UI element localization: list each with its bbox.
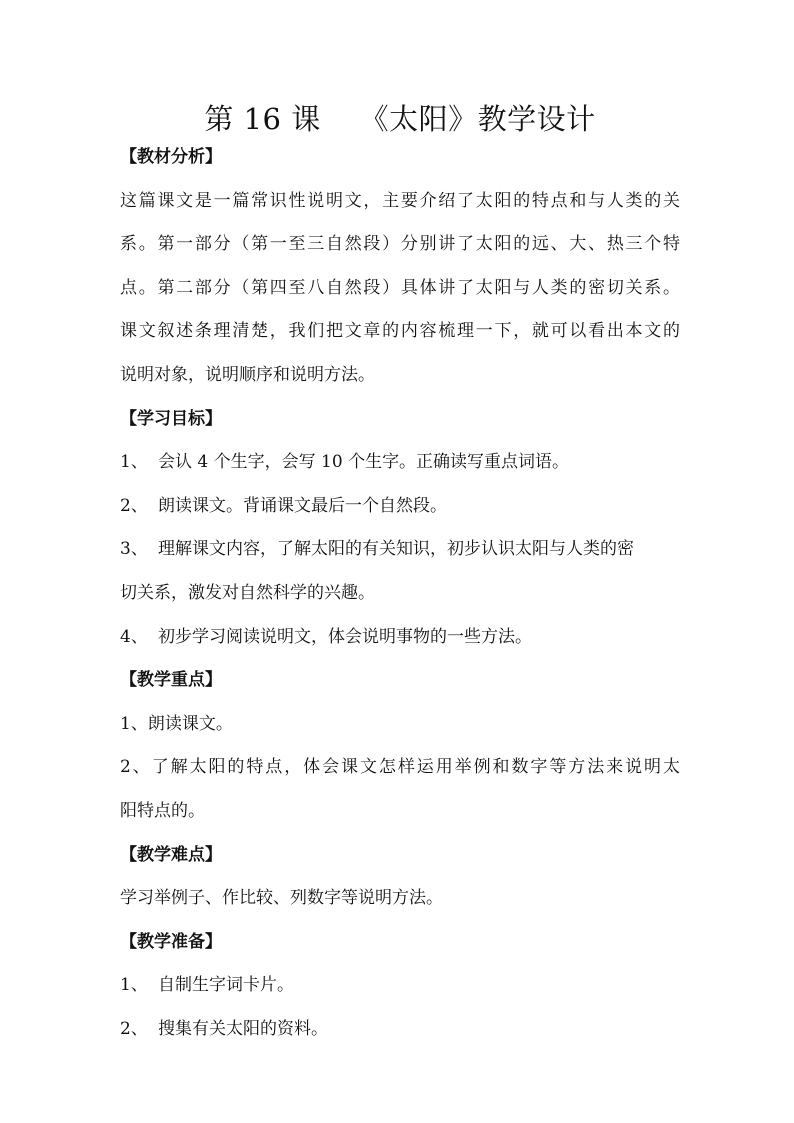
analysis-line: 这篇课文是一篇常识性说明文，主要介绍了太阳的特点和与人类的关	[120, 190, 680, 211]
section-heading-preparation: 【教学准备】	[120, 931, 222, 952]
list-number: 4、	[120, 626, 148, 647]
difficulty-line: 学习举例子、作比较、列数字等说明方法。	[120, 888, 443, 909]
list-number: 1、	[120, 452, 148, 473]
list-number: 2、	[120, 495, 148, 516]
preparation-item	[120, 1014, 680, 1045]
section-heading-key-points: 【教学重点】	[120, 670, 222, 691]
goal-text-continued: 切关系，激发对自然科学的兴趣。	[120, 582, 375, 603]
list-number: 1、	[120, 975, 148, 996]
preparation-text: 自制生字词卡片。	[158, 975, 294, 996]
section-heading-goals: 【学习目标】	[120, 408, 222, 429]
preparation-item	[120, 970, 680, 1001]
key-point-line: 2、了解太阳的特点，体会课文怎样运用举例和数字等方法来说明太	[120, 757, 680, 778]
analysis-line: 点。第二部分（第四至八自然段）具体讲了太阳与人类的密切关系。	[120, 277, 680, 298]
goal-text: 理解课文内容，了解太阳的有关知识，初步认识太阳与人类的密	[158, 539, 634, 560]
key-point-line: 阳特点的。	[120, 800, 205, 821]
list-number: 2、	[120, 1018, 148, 1039]
goal-text: 初步学习阅读说明文，体会说明事物的一些方法。	[158, 626, 532, 647]
analysis-line: 系。第一部分（第一至三自然段）分别讲了太阳的远、大、热三个特	[120, 234, 680, 255]
list-number: 3、	[120, 539, 148, 560]
goal-item	[120, 491, 680, 522]
goal-text: 会认 4 个生字，会写 10 个生字。正确读写重点词语。	[158, 452, 570, 473]
key-point-line: 1、朗读课文。	[120, 713, 233, 734]
goal-text: 朗读课文。背诵课文最后一个自然段。	[158, 495, 447, 516]
section-heading-difficulties: 【教学难点】	[120, 844, 222, 865]
analysis-line: 课文叙述条理清楚，我们把文章的内容梳理一下，就可以看出本文的	[120, 321, 680, 342]
analysis-line: 说明对象，说明顺序和说明方法。	[120, 364, 375, 385]
preparation-text: 搜集有关太阳的资料。	[158, 1018, 328, 1039]
section-heading-analysis: 【教材分析】	[120, 147, 222, 167]
page-title: 第 16 课 《太阳》教学设计	[204, 102, 596, 136]
goal-item	[120, 622, 680, 653]
document-body	[120, 142, 680, 1057]
goal-item	[120, 447, 680, 478]
goal-item	[120, 534, 680, 565]
